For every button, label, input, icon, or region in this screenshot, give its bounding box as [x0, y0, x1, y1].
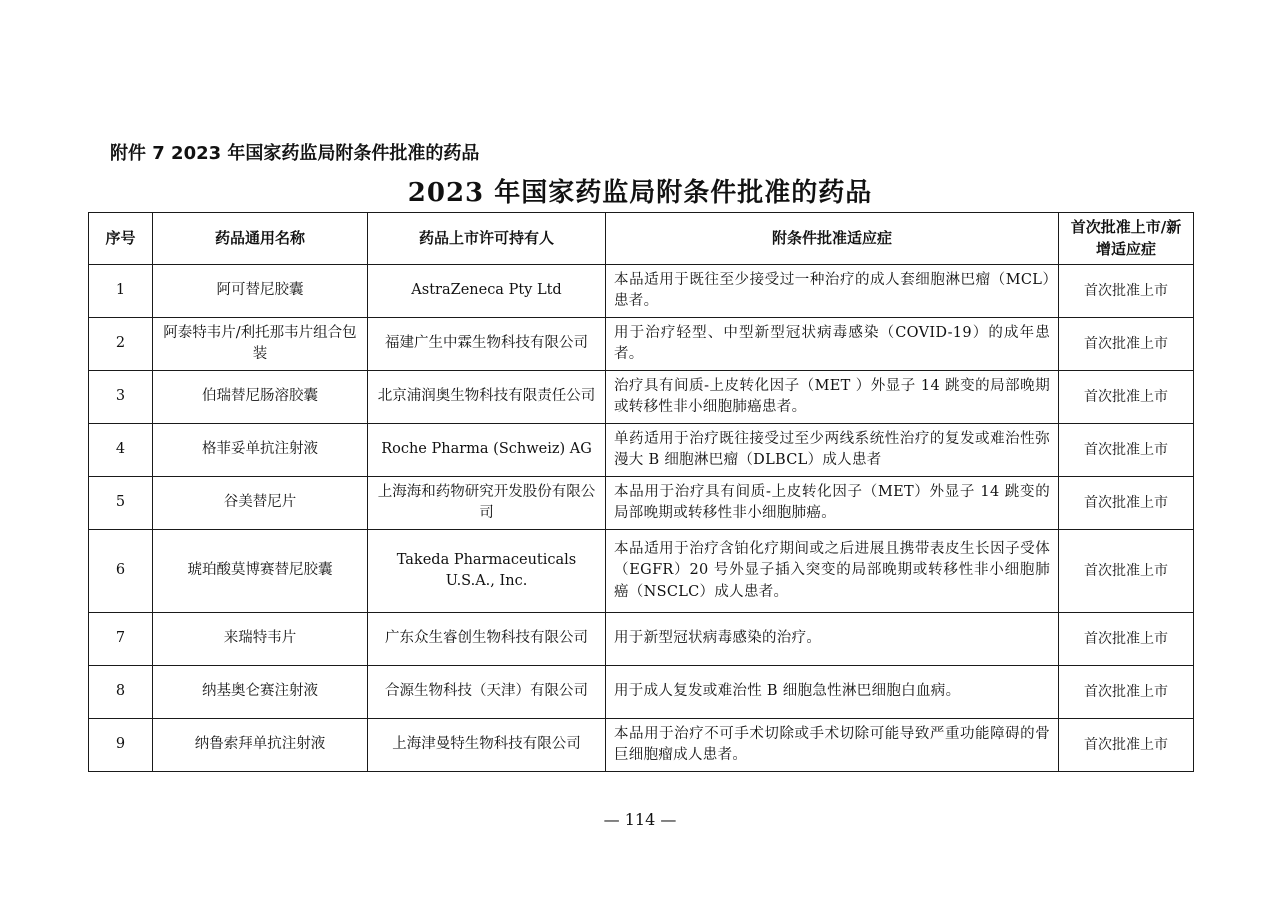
row-number: 2	[89, 318, 153, 371]
page-number: — 114 —	[603, 810, 677, 829]
table-header-row	[89, 213, 1194, 265]
license-holder: Takeda Pharmaceuticals U.S.A., Inc.	[368, 530, 606, 613]
drug-name: 阿泰特韦片/利托那韦片组合包装	[153, 318, 368, 371]
row-number: 3	[89, 371, 153, 424]
license-holder: 上海海和药物研究开发股份有限公司	[368, 477, 606, 530]
drug-name: 伯瑞替尼肠溶胶囊	[153, 371, 368, 424]
approval-status: 首次批准上市	[1059, 719, 1194, 772]
table-row	[89, 719, 1194, 772]
indication: 用于成人复发或难治性 B 细胞急性淋巴细胞白血病。	[606, 666, 1059, 719]
table-row	[89, 265, 1194, 318]
row-number: 4	[89, 424, 153, 477]
row-number: 8	[89, 666, 153, 719]
table-row	[89, 318, 1194, 371]
table-row	[89, 613, 1194, 666]
approval-status: 首次批准上市	[1059, 318, 1194, 371]
approval-status: 首次批准上市	[1059, 424, 1194, 477]
approval-status: 首次批准上市	[1059, 371, 1194, 424]
row-number: 1	[89, 265, 153, 318]
indication: 治疗具有间质-上皮转化因子（MET ）外显子 14 跳变的局部晚期或转移性非小细胞肺癌患者。	[606, 371, 1059, 424]
indication: 本品适用于既往至少接受过一种治疗的成人套细胞淋巴瘤（MCL）患者。	[606, 265, 1059, 318]
license-holder: 合源生物科技（天津）有限公司	[368, 666, 606, 719]
license-holder: 福建广生中霖生物科技有限公司	[368, 318, 606, 371]
table-row	[89, 424, 1194, 477]
drug-name: 纳鲁索拜单抗注射液	[153, 719, 368, 772]
attachment-label: 附件 7 2023 年国家药监局附条件批准的药品	[110, 143, 480, 164]
drug-name: 格菲妥单抗注射液	[153, 424, 368, 477]
drug-name: 谷美替尼片	[153, 477, 368, 530]
column-header-name: 药品通用名称	[153, 213, 368, 265]
approval-status: 首次批准上市	[1059, 613, 1194, 666]
indication: 本品适用于治疗含铂化疗期间或之后进展且携带表皮生长因子受体（EGFR）20 号外显子插入突变的局部晚期或转移性非小细胞肺癌（NSCLC）成人患者。	[606, 530, 1059, 613]
row-number: 9	[89, 719, 153, 772]
column-header-holder: 药品上市许可持有人	[368, 213, 606, 265]
indication: 单药适用于治疗既往接受过至少两线系统性治疗的复发或难治性弥漫大 B 细胞淋巴瘤（DLBCL）成人患者	[606, 424, 1059, 477]
drug-name: 来瑞特韦片	[153, 613, 368, 666]
column-header-indication: 附条件批准适应症	[606, 213, 1059, 265]
row-number: 5	[89, 477, 153, 530]
table-row	[89, 477, 1194, 530]
indication: 本品用于治疗不可手术切除或手术切除可能导致严重功能障碍的骨巨细胞瘤成人患者。	[606, 719, 1059, 772]
license-holder: AstraZeneca Pty Ltd	[368, 265, 606, 318]
license-holder: Roche Pharma (Schweiz) AG	[368, 424, 606, 477]
license-holder: 上海津曼特生物科技有限公司	[368, 719, 606, 772]
indication: 用于新型冠状病毒感染的治疗。	[606, 613, 1059, 666]
column-header-status: 首次批准上市/新增适应症	[1059, 213, 1194, 265]
row-number: 7	[89, 613, 153, 666]
table-row	[89, 530, 1194, 613]
drug-name: 纳基奥仑赛注射液	[153, 666, 368, 719]
drug-name: 琥珀酸莫博赛替尼胶囊	[153, 530, 368, 613]
indication: 本品用于治疗具有间质-上皮转化因子（MET）外显子 14 跳变的局部晚期或转移性非小细胞肺癌。	[606, 477, 1059, 530]
document-title: 2023 年国家药监局附条件批准的药品	[407, 178, 873, 208]
license-holder: 北京浦润奥生物科技有限责任公司	[368, 371, 606, 424]
approval-status: 首次批准上市	[1059, 265, 1194, 318]
approval-status: 首次批准上市	[1059, 477, 1194, 530]
column-header-no: 序号	[89, 213, 153, 265]
drug-name: 阿可替尼胶囊	[153, 265, 368, 318]
row-number: 6	[89, 530, 153, 613]
license-holder: 广东众生睿创生物科技有限公司	[368, 613, 606, 666]
approved-drugs-table	[88, 212, 1194, 772]
approval-status: 首次批准上市	[1059, 666, 1194, 719]
table-row	[89, 371, 1194, 424]
table-row	[89, 666, 1194, 719]
approval-status: 首次批准上市	[1059, 530, 1194, 613]
indication: 用于治疗轻型、中型新型冠状病毒感染（COVID-19）的成年患者。	[606, 318, 1059, 371]
